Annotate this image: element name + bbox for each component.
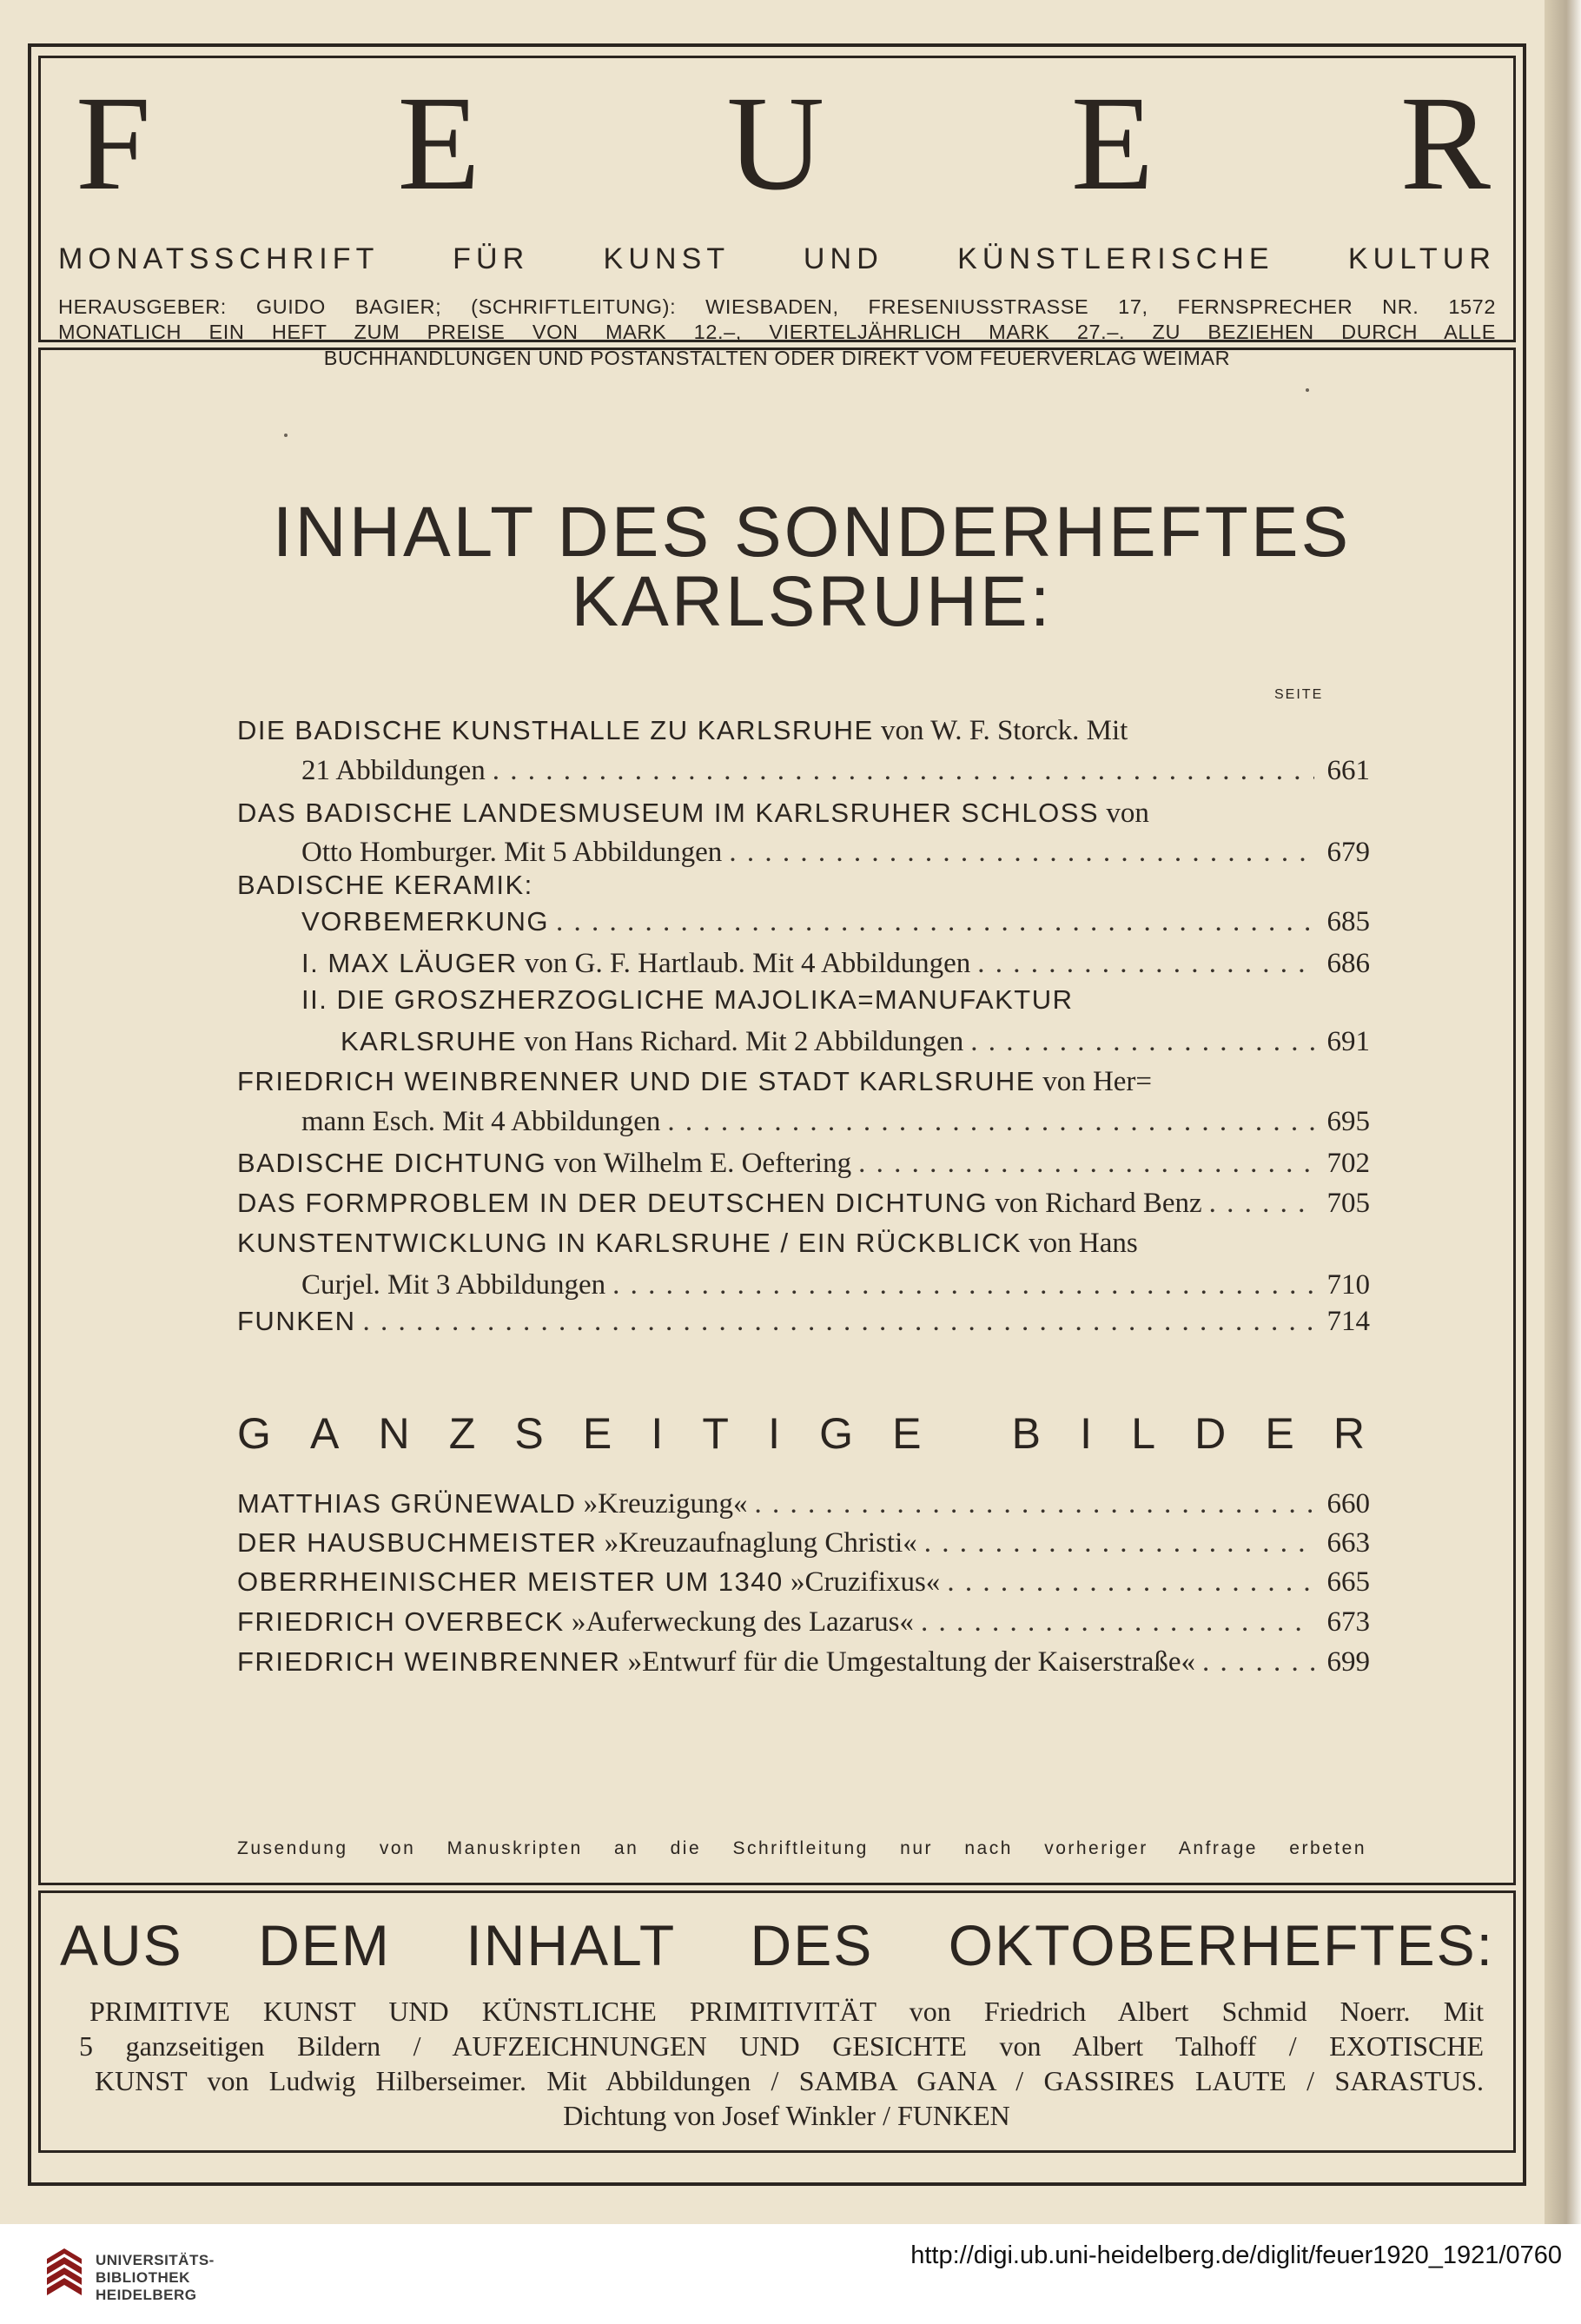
toc-entry-title: FRIEDRICH OVERBECK bbox=[237, 1606, 565, 1637]
dot-leader bbox=[667, 1106, 1314, 1138]
page-number: 661 bbox=[1326, 755, 1370, 786]
toc-row bbox=[237, 1566, 1370, 1599]
toc-entry-detail: von Wilhelm E. Oeftering bbox=[546, 1148, 852, 1179]
dot-leader bbox=[362, 1306, 1314, 1338]
dot-leader bbox=[1209, 1188, 1314, 1220]
page-number: 663 bbox=[1326, 1527, 1370, 1559]
toc-row bbox=[301, 755, 1370, 787]
toc-row bbox=[237, 1306, 1370, 1338]
toc-entry-title: FRIEDRICH WEINBRENNER bbox=[237, 1646, 621, 1677]
masthead-letter: E bbox=[397, 68, 480, 218]
contents-box bbox=[38, 348, 1516, 1885]
october-box bbox=[38, 1890, 1516, 2153]
dot-leader bbox=[729, 837, 1314, 869]
toc-row bbox=[237, 798, 1149, 830]
toc-entry-title: DER HAUSBUCHMEISTER bbox=[237, 1527, 598, 1558]
toc-row bbox=[301, 1106, 1370, 1138]
toc-entry-title: OBERRHEINISCHER MEISTER UM 1340 bbox=[237, 1566, 784, 1597]
toc-entry-text bbox=[237, 1606, 914, 1639]
toc-entry-title: BADISCHE KERAMIK: bbox=[237, 870, 533, 900]
toc-entry-detail: »Auferweckung des Lazarus« bbox=[564, 1606, 914, 1638]
page-number: 702 bbox=[1326, 1148, 1370, 1179]
plates-heading-letter: R bbox=[1333, 1409, 1365, 1458]
plates-heading-letter: S bbox=[514, 1409, 544, 1458]
plates-heading-letter: G bbox=[237, 1409, 271, 1458]
toc-entry-title: DIE BADISCHE KUNSTHALLE ZU KARLSRUHE bbox=[237, 715, 874, 745]
toc-entry-text bbox=[301, 1106, 660, 1138]
toc-row bbox=[237, 1488, 1370, 1520]
library-logo-icon bbox=[42, 2247, 87, 2302]
toc-row bbox=[237, 1148, 1370, 1180]
toc-entry-detail: von G. F. Hartlaub. Mit 4 Abbildungen bbox=[517, 948, 971, 979]
dot-leader bbox=[858, 1148, 1314, 1180]
toc-row bbox=[237, 1188, 1370, 1220]
source-url[interactable]: http://digi.ub.uni-heidelberg.de/diglit/feuer1920_1921/0760 bbox=[910, 2241, 1562, 2269]
dot-leader bbox=[947, 1566, 1314, 1599]
toc-entry-title: KUNSTENTWICKLUNG IN KARLSRUHE / EIN RÜCKBLICK bbox=[237, 1228, 1022, 1258]
contents-title: INHALT DES SONDERHEFTES bbox=[272, 493, 1352, 572]
dot-leader bbox=[493, 755, 1314, 787]
page-number: 714 bbox=[1326, 1306, 1370, 1337]
toc-entry-text bbox=[237, 1188, 1202, 1220]
toc-entry-detail: 21 Abbildungen bbox=[301, 755, 486, 786]
plates-heading-letter: E bbox=[582, 1409, 612, 1458]
toc-row bbox=[237, 870, 533, 902]
masthead-letter: R bbox=[1399, 68, 1491, 218]
masthead-letter: E bbox=[1070, 68, 1154, 218]
toc-entry-text bbox=[237, 1646, 1195, 1678]
library-name-line: BIBLIOTHEK bbox=[96, 2269, 190, 2286]
plates-heading-letter: L bbox=[1131, 1409, 1155, 1458]
toc-entry-title: FUNKEN bbox=[237, 1306, 356, 1336]
page-number: 685 bbox=[1326, 906, 1370, 937]
plates-heading-letter: A bbox=[310, 1409, 340, 1458]
page-number: 660 bbox=[1326, 1488, 1370, 1520]
toc-entry-detail: mann Esch. Mit 4 Abbildungen bbox=[301, 1106, 661, 1137]
page-number: 691 bbox=[1326, 1026, 1370, 1057]
toc-entry-detail: von bbox=[1099, 798, 1149, 829]
toc-entry-text bbox=[237, 1488, 747, 1520]
toc-row bbox=[341, 1026, 1370, 1058]
plates-heading-letter: B bbox=[1011, 1409, 1042, 1458]
dot-leader bbox=[921, 1606, 1314, 1639]
toc-entry-text bbox=[301, 984, 1073, 1016]
toc-entry-text bbox=[237, 798, 1149, 830]
plates-heading-letter: I bbox=[651, 1409, 664, 1458]
toc-entry-title: KARLSRUHE bbox=[341, 1026, 517, 1056]
toc-entry-detail: Otto Homburger. Mit 5 Abbildungen bbox=[301, 837, 723, 868]
price-line: MONATLICH EIN HEFT ZUM PREISE VON MARK 12.–, VIERTELJÄHRLICH MARK 27.–. ZU BEZIEHEN DURCH ALLE bbox=[58, 321, 1496, 343]
toc-entry-detail: von Hans bbox=[1021, 1228, 1138, 1259]
toc-entry-title: II. DIE GROSZHERZOGLICHE MAJOLIKA=MANUFAKTUR bbox=[301, 984, 1074, 1015]
toc-row bbox=[301, 948, 1370, 980]
toc-entry-detail: von Her= bbox=[1035, 1066, 1153, 1097]
toc-entry-text bbox=[301, 1269, 605, 1301]
library-name bbox=[96, 2252, 215, 2304]
page-number: 695 bbox=[1326, 1106, 1370, 1137]
toc-entry-title: BADISCHE DICHTUNG bbox=[237, 1148, 547, 1178]
dot-leader bbox=[1202, 1646, 1314, 1678]
plates-heading-letter: Z bbox=[448, 1409, 476, 1458]
plates-heading-letter: I bbox=[1080, 1409, 1093, 1458]
toc-entry-text bbox=[237, 1527, 917, 1559]
publisher-line: HERAUSGEBER: GUIDO BAGIER; (SCHRIFTLEITUNG): WIESBADEN, FRESENIUSSTRASSE 17, FERNSPRECHER NR. 1572 bbox=[58, 295, 1496, 318]
dot-leader bbox=[556, 906, 1314, 938]
masthead-letter: F bbox=[76, 68, 151, 218]
toc-row bbox=[237, 1066, 1152, 1098]
page-number: 673 bbox=[1326, 1606, 1370, 1638]
plates-heading-letter: T bbox=[702, 1409, 729, 1458]
dot-leader bbox=[977, 948, 1314, 980]
toc-entry-text bbox=[341, 1026, 963, 1058]
toc-row bbox=[301, 984, 1073, 1016]
page-number: 699 bbox=[1326, 1646, 1370, 1678]
toc-entry-detail: von Hans Richard. Mit 2 Abbildungen bbox=[517, 1026, 964, 1057]
plates-heading-letter: N bbox=[378, 1409, 410, 1458]
plates-heading bbox=[237, 1408, 1365, 1459]
page-number: 665 bbox=[1326, 1566, 1370, 1598]
submission-note: Zusendung von Manuskripten an die Schriftleitung nur nach vorheriger Anfrage erbeten bbox=[237, 1838, 1366, 1858]
dot-leader bbox=[754, 1488, 1314, 1520]
toc-row bbox=[237, 715, 1128, 747]
toc-entry-detail: »Cruzifixus« bbox=[783, 1566, 941, 1598]
october-line: PRIMITIVE KUNST UND KÜNSTLICHE PRIMITIVITÄT von Friedrich Albert Schmid Noerr. Mit bbox=[89, 1996, 1484, 2027]
toc-entry-text bbox=[237, 1228, 1138, 1260]
toc-entry-text bbox=[237, 1066, 1152, 1098]
october-line: Dichtung von Josef Winkler / FUNKEN bbox=[563, 2100, 1010, 2131]
toc-entry-detail: von W. F. Storck. Mit bbox=[873, 715, 1128, 746]
toc-entry-text bbox=[237, 1306, 355, 1338]
october-title: AUS DEM INHALT DES OKTOBERHEFTES: bbox=[60, 1913, 1494, 1977]
library-name-line: UNIVERSITÄTS- bbox=[96, 2252, 215, 2268]
masthead-letter: U bbox=[726, 68, 825, 218]
plates-heading-letter: D bbox=[1194, 1409, 1227, 1458]
october-line: 5 ganzseitigen Bildern / AUFZEICHNUNGEN UND GESICHTE von Albert Talhoff / EXOTISCHE bbox=[79, 2030, 1484, 2062]
page-column-label: SEITE bbox=[1274, 687, 1324, 702]
masthead bbox=[41, 68, 1513, 218]
toc-entry-text bbox=[237, 1148, 851, 1180]
toc-row bbox=[301, 906, 1370, 938]
contents-title-city: KARLSRUHE: bbox=[571, 562, 1053, 641]
toc-entry-title: FRIEDRICH WEINBRENNER UND DIE STADT KARLSRUHE bbox=[237, 1066, 1035, 1096]
toc-entry-title: DAS BADISCHE LANDESMUSEUM IM KARLSRUHER SCHLOSS bbox=[237, 798, 1100, 828]
footer-strip bbox=[0, 2224, 1581, 2324]
toc-entry-text bbox=[237, 715, 1128, 747]
page-number: 679 bbox=[1326, 837, 1370, 868]
toc-row bbox=[237, 1606, 1370, 1639]
toc-entry-detail: »Kreuzigung« bbox=[576, 1488, 748, 1520]
october-line: KUNST von Ludwig Hilberseimer. Mit Abbildungen / SAMBA GANA / GASSIRES LAUTE / SARASTUS. bbox=[95, 2065, 1484, 2096]
toc-entry-text bbox=[237, 870, 533, 902]
page-number: 710 bbox=[1326, 1269, 1370, 1301]
toc-entry-title: DAS FORMPROBLEM IN DER DEUTSCHEN DICHTUNG bbox=[237, 1188, 989, 1218]
page-edge bbox=[1545, 0, 1581, 2224]
toc-row bbox=[301, 837, 1370, 869]
plates-heading-letter: G bbox=[819, 1409, 854, 1458]
library-name-line: HEIDELBERG bbox=[96, 2287, 197, 2303]
plates-heading-letter: E bbox=[1265, 1409, 1294, 1458]
toc-row bbox=[301, 1269, 1370, 1301]
toc-entry-detail: »Entwurf für die Umgestaltung der Kaiserstraße« bbox=[620, 1646, 1196, 1678]
toc-row bbox=[237, 1228, 1138, 1260]
toc-entry-text bbox=[301, 755, 486, 787]
toc-row bbox=[237, 1527, 1370, 1559]
plates-heading-letter: I bbox=[768, 1409, 780, 1458]
distribution-line: BUCHHANDLUNGEN UND POSTANSTALTEN ODER DIREKT VOM FEUERVERLAG WEIMAR bbox=[323, 347, 1231, 369]
toc-entry-text bbox=[301, 906, 549, 938]
header-box bbox=[38, 56, 1516, 369]
plates-heading-letter bbox=[961, 1408, 973, 1459]
toc-entry-text bbox=[237, 1566, 940, 1599]
toc-entry-title: VORBEMERKUNG bbox=[301, 906, 549, 937]
toc-entry-text bbox=[301, 948, 970, 980]
toc-entry-detail: Curjel. Mit 3 Abbildungen bbox=[301, 1269, 606, 1301]
page-number: 705 bbox=[1326, 1188, 1370, 1219]
dot-leader bbox=[924, 1527, 1314, 1559]
toc-entry-detail: von Richard Benz bbox=[988, 1188, 1202, 1219]
toc-entry-text bbox=[301, 837, 722, 869]
toc-entry-title: I. MAX LÄUGER bbox=[301, 948, 518, 978]
subtitle: MONATSSCHRIFT FÜR KUNST UND KÜNSTLERISCHE KULTUR bbox=[58, 242, 1496, 275]
plates-heading-letter: E bbox=[892, 1409, 922, 1458]
page-number: 686 bbox=[1326, 948, 1370, 979]
dot-leader bbox=[612, 1269, 1314, 1301]
dot-leader bbox=[970, 1026, 1314, 1058]
table-of-contents bbox=[41, 350, 1513, 1883]
toc-entry-detail: »Kreuzaufnaglung Christi« bbox=[597, 1527, 917, 1559]
toc-entry-title: MATTHIAS GRÜNEWALD bbox=[237, 1488, 577, 1519]
toc-row bbox=[237, 1646, 1370, 1678]
